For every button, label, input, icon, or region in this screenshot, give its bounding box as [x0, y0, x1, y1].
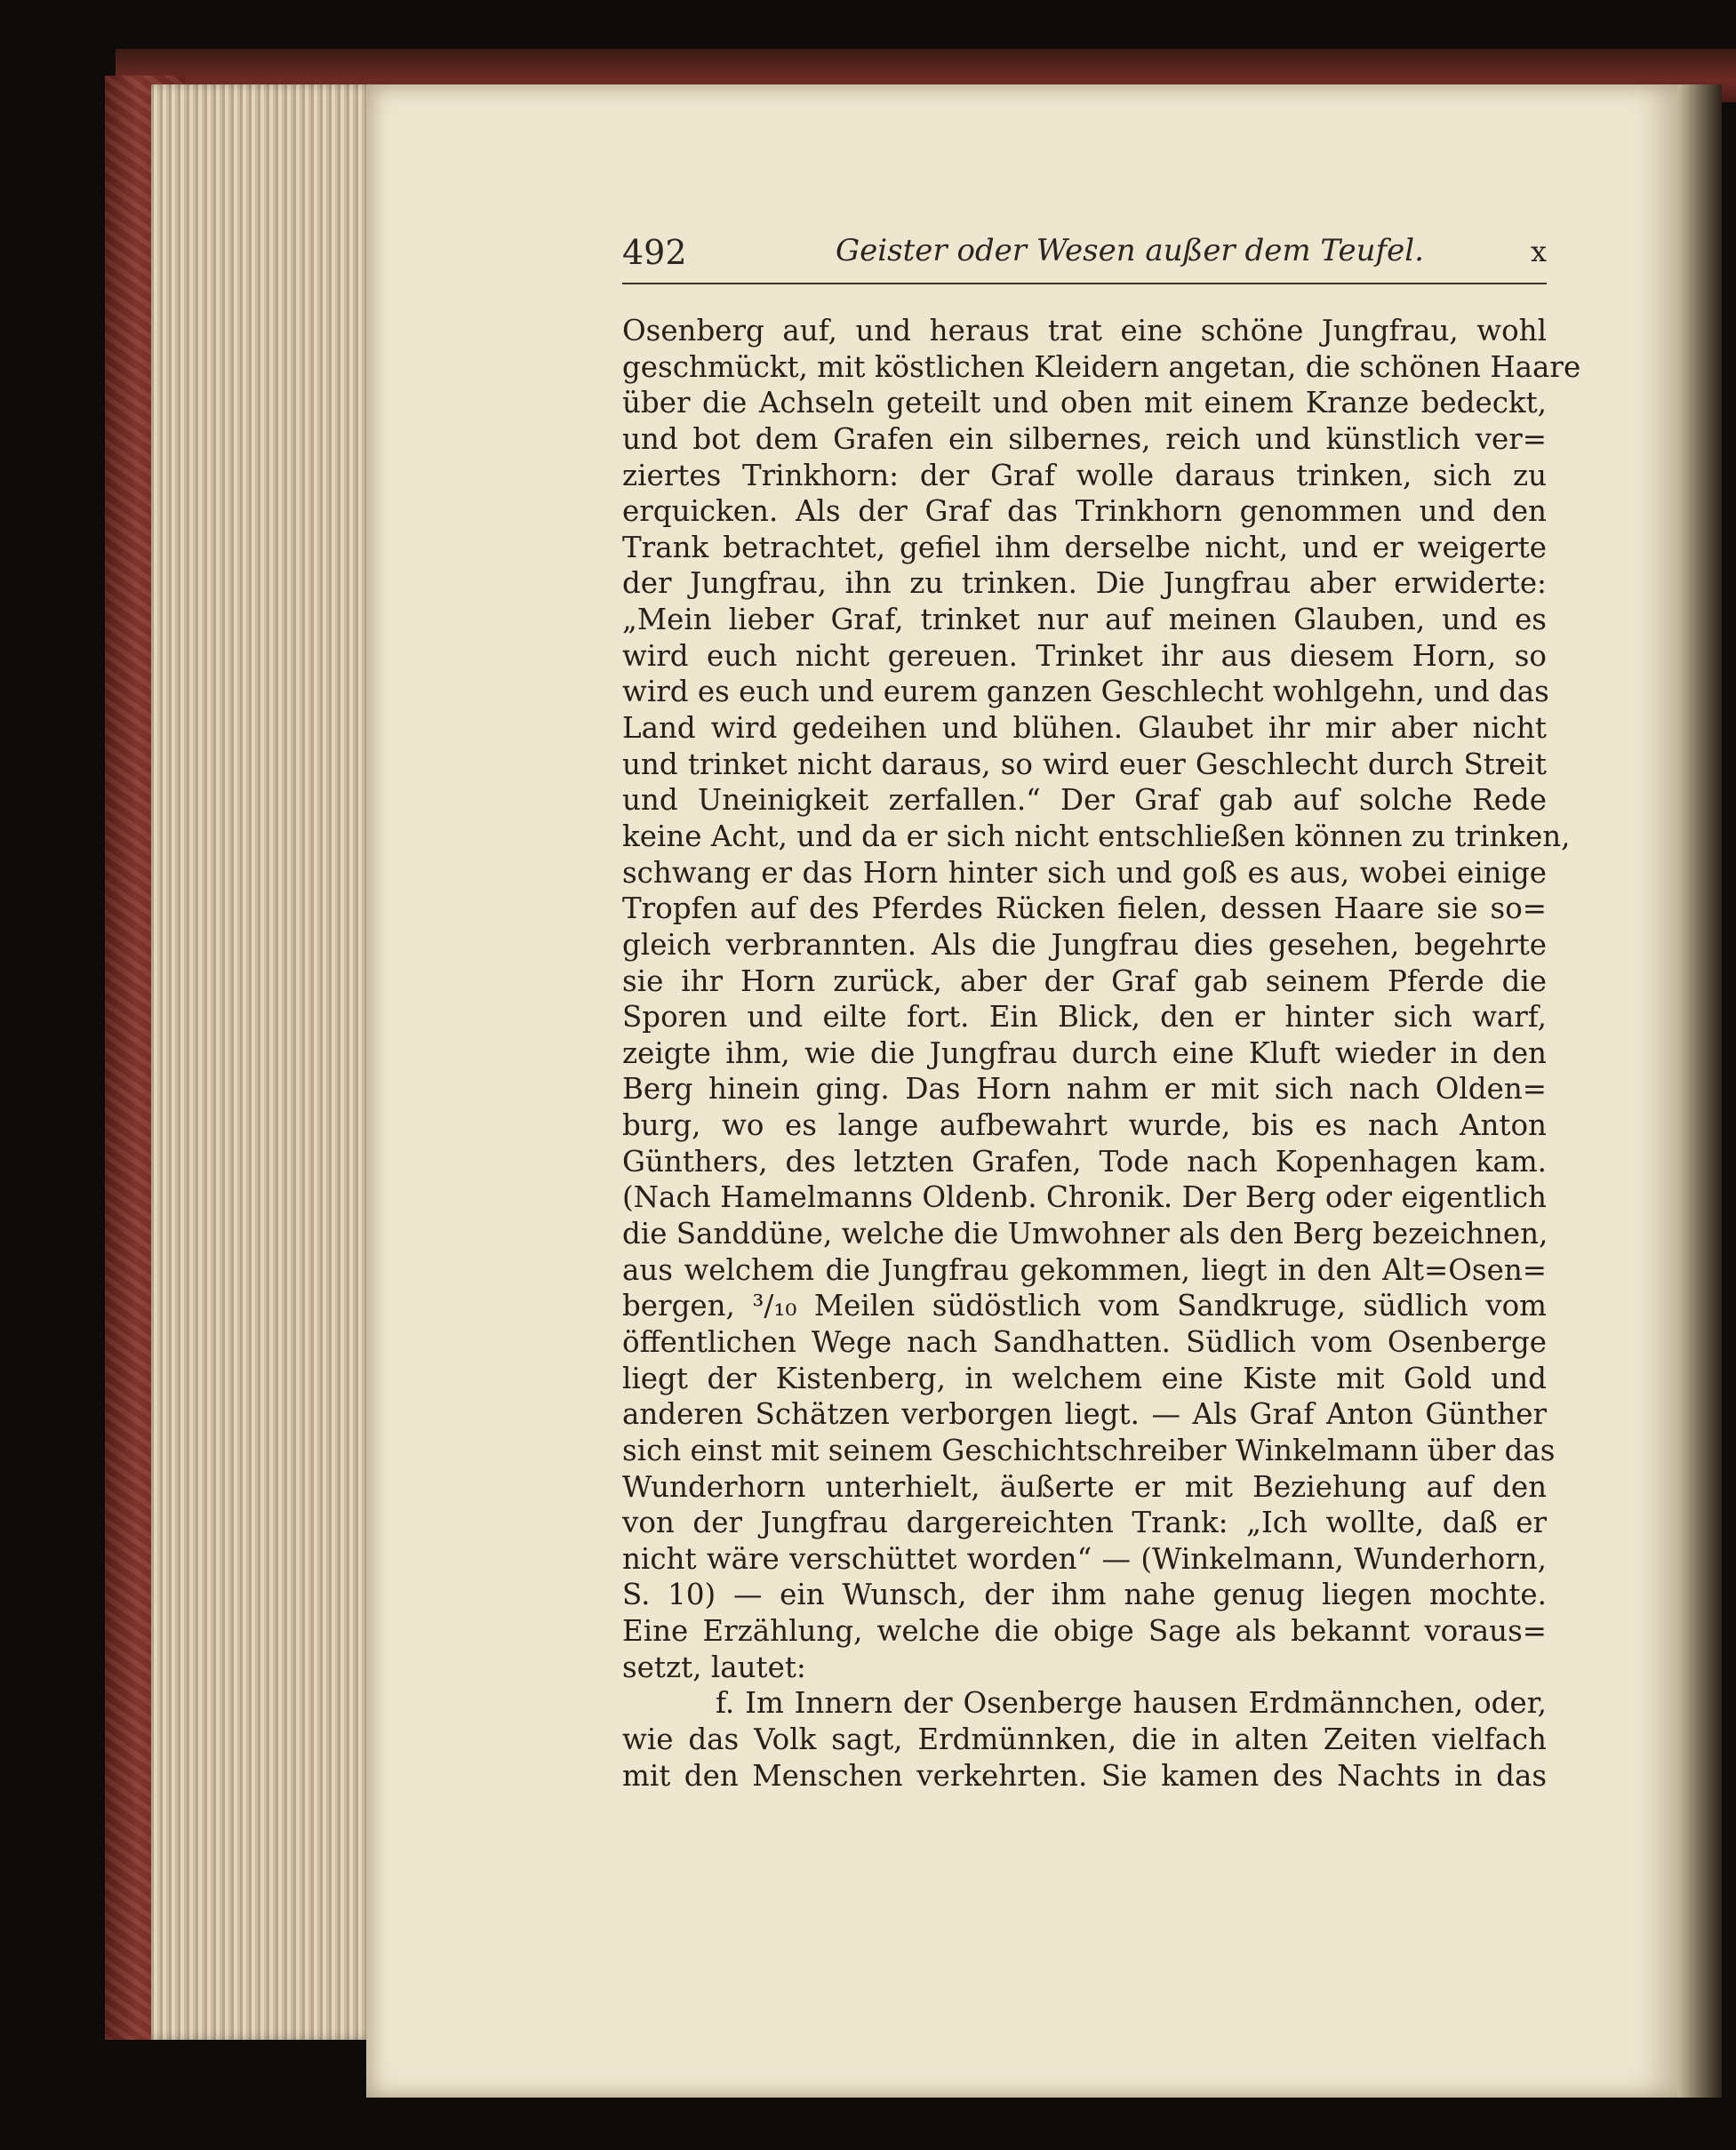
text-line: burg, wo es lange aufbewahrt wurde, bis es nach Anton [622, 1108, 1547, 1143]
text-line: „Mein lieber Graf, trinket nur auf meinen Glauben, und es [622, 603, 1547, 637]
text-line: sich einst mit seinem Geschichtschreiber Winkelmann über das [622, 1433, 1556, 1467]
text-line: öffentlichen Wege nach Sandhatten. Südlich vom Osenberge [622, 1324, 1547, 1359]
text-line: und Uneinigkeit zerfallen.“ Der Graf gab auf solche Rede [622, 783, 1547, 818]
text-line: der Jungfrau, ihn zu trinken. Die Jungfrau aber erwiderte: [622, 566, 1547, 601]
book-gutter [1677, 84, 1722, 2098]
text-line: nicht wäre verschüttet worden“ — (Winkelmann, Wunderhorn, [622, 1541, 1547, 1576]
text-line: über die Achseln geteilt und oben mit einem Kranze bedeckt, [622, 386, 1547, 420]
text-line: und trinket nicht daraus, so wird euer Geschlecht durch Streit [622, 747, 1547, 781]
text-line: die Sanddüne, welche die Umwohner als den Berg bezeichnen, [622, 1217, 1548, 1251]
body-text [622, 313, 1581, 1794]
text-line: S. 10) — ein Wunsch, der ihm nahe genug liegen mochte. [622, 1578, 1547, 1612]
text-line: anderen Schätzen verborgen liegt. — Als Graf Anton Günther [622, 1397, 1547, 1432]
text-line: Wunderhorn unterhielt, äußerte er mit Beziehung auf den [622, 1469, 1547, 1504]
text-line: Osenberg auf, und heraus trat eine schöne Jungfrau, wohl [622, 314, 1547, 348]
page-header [622, 224, 1547, 277]
text-line: Eine Erzählung, welche die obige Sage als bekannt voraus= [622, 1614, 1547, 1649]
text-line: und bot dem Grafen ein silbernes, reich und künstlich ver= [622, 421, 1547, 456]
text-line: Sporen und eilte fort. Ein Blick, den er hinter sich warf, [622, 1000, 1547, 1035]
text-line: wie das Volk sagt, Erdmünnken, die in alten Zeiten vielfach [622, 1722, 1547, 1756]
text-line: Günthers, des letzten Grafen, Tode nach Kopenhagen kam. [622, 1144, 1547, 1179]
text-line: mit den Menschen verkehrten. Sie kamen des Nachts in das [622, 1758, 1547, 1793]
text-line: wird euch nicht gereuen. Trinket ihr aus diesem Horn, so [622, 638, 1547, 673]
text-line: liegt der Kistenberg, in welchem eine Kiste mit Gold und [622, 1361, 1547, 1395]
running-head: Geister oder Wesen außer dem Teufel. [836, 233, 1424, 268]
text-line: keine Acht, und da er sich nicht entschließen können zu trinken, [622, 819, 1571, 853]
text-line: aus welchem die Jungfrau gekommen, liegt in den Alt=Osen= [622, 1252, 1547, 1287]
header-rule [622, 283, 1547, 284]
text-line: sie ihr Horn zurück, aber der Graf gab seinem Pferde die [622, 963, 1547, 998]
header-mark: ⅹ [1530, 235, 1547, 268]
text-line: Land wird gedeihen und blühen. Glaubet ihr mir aber nicht [622, 711, 1547, 746]
text-line: bergen, ³/₁₀ Meilen südöstlich vom Sandkruge, südlich vom [622, 1289, 1547, 1323]
text-line: Berg hinein ging. Das Horn nahm er mit sich nach Olden= [622, 1072, 1547, 1107]
text-line: von der Jungfrau dargereichten Trank: „Ich wollte, daß er [622, 1506, 1547, 1540]
text-line: zeigte ihm, wie die Jungfrau durch eine Kluft wieder in den [622, 1035, 1547, 1070]
text-line: erquicken. Als der Graf das Trinkhorn genommen und den [622, 494, 1547, 529]
text-line: setzt, lautet: [622, 1650, 806, 1684]
text-line: f. Im Innern der Osenberge hausen Erdmännchen, oder, [716, 1686, 1547, 1721]
text-line: geschmückt, mit köstlichen Kleidern angetan, die schönen Haare [622, 349, 1581, 384]
text-line: schwang er das Horn hinter sich und goß es aus, wobei einige [622, 855, 1547, 890]
text-line: (Nach Hamelmanns Oldenb. Chronik. Der Berg oder eigentlich [622, 1180, 1547, 1215]
text-line: Tropfen auf des Pferdes Rücken fielen, dessen Haare sie so= [622, 891, 1547, 926]
text-line: gleich verbrannten. Als die Jungfrau dies gesehen, begehrte [622, 927, 1547, 962]
text-line: wird es euch und eurem ganzen Geschlecht wohlgehn, und das [622, 675, 1549, 709]
page-edges [151, 84, 382, 2040]
text-line: ziertes Trinkhorn: der Graf wolle daraus trinken, sich zu [622, 458, 1547, 492]
page-number: 492 [622, 233, 687, 272]
text-line: Trank betrachtet, gefiel ihm derselbe nicht, und er weigerte [622, 530, 1547, 564]
